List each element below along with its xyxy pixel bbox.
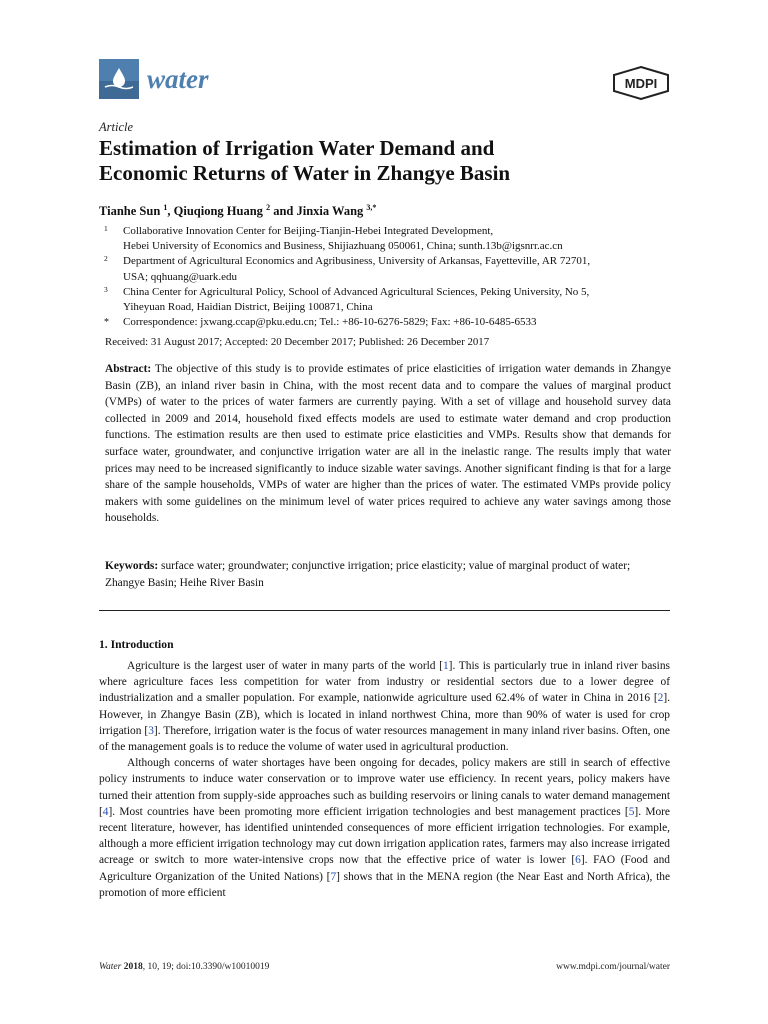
text-run: ]. However, in Zhangye Basin (ZB), which is located in inland northwest China, more than 90% of water is used for crop irrigation [	[99, 692, 670, 737]
keywords-text: surface water; groundwater; conjunctive irrigation; price elasticity; value of marginal product of water; Zhangye Basin; Heihe River Basin	[105, 560, 631, 589]
author-name: Qiuqiong Huang	[173, 204, 263, 219]
author-name: Tianhe Sun	[99, 204, 161, 219]
keywords	[105, 558, 671, 592]
article-title	[99, 136, 679, 186]
footer-year: 2018	[123, 962, 143, 972]
affiliation-line: USA; qqhuang@uark.edu	[123, 270, 238, 283]
affiliation-line: Collaborative Innovation Center for Beijing-Tianjin-Hebei Integrated Development,	[123, 225, 494, 237]
footer-doi: , 10, 19; doi:10.3390/w10010019	[142, 962, 270, 972]
affiliation-line: Yiheyuan Road, Haidian District, Beijing 100871, China	[123, 301, 373, 314]
journal-name: water	[147, 64, 209, 94]
author-affiliation-mark: 3,*	[366, 203, 377, 212]
abstract-label: Abstract:	[105, 363, 152, 375]
author-affiliation-mark: 2	[266, 203, 271, 212]
title-line-2: Economic Returns of Water in Zhangye Basin	[99, 161, 511, 185]
correspondence-mark: *	[104, 317, 109, 329]
keywords-label: Keywords:	[105, 560, 159, 572]
author-name: Jinxia Wang	[296, 204, 364, 219]
correspondence-item	[104, 315, 674, 330]
citation-link[interactable]: 7	[330, 870, 337, 883]
author-list: Tianhe Sun $^1$, Qiuqiong Huang $^2$ and Jinxia Wang $^{3,*}$	[99, 203, 377, 219]
affiliation-item	[104, 224, 674, 254]
citation-link[interactable]: 6	[575, 854, 581, 867]
affiliation-line: Department of Agricultural Economics and Agribusiness, University of Arkansas, Fayetteville, AR 72701,	[123, 255, 591, 268]
abstract	[105, 361, 671, 527]
title-line-1: Estimation of Irrigation Water Demand and	[99, 136, 495, 160]
affiliation-number: 2	[104, 254, 108, 264]
affiliation-line: Hebei University of Economics and Business, Shijiazhuang 050061, China; sunth.13b@igsnrr.ac.cn	[123, 240, 563, 253]
text-run: ] shows that in the MENA region (the Near East and North Africa), the promotion of more efficient	[99, 870, 670, 899]
author-affiliation-mark: 1	[163, 203, 168, 212]
text-run: ]. Therefore, irrigation water is the focus of water resources management in many inland river basins. Often, one of the management goals is to reduce the volume of water used in agricultural production.	[99, 724, 670, 754]
citation-link[interactable]: 4	[102, 805, 109, 818]
footer-url[interactable]: www.mdpi.com/journal/water	[556, 962, 670, 972]
citation-link[interactable]: 1	[442, 660, 449, 672]
journal-logo-water-drop-icon	[99, 59, 139, 99]
publication-dates: Received: 31 August 2017; Accepted: 20 December 2017; Published: 26 December 2017	[105, 336, 490, 348]
section-heading: 1. Introduction	[99, 638, 174, 651]
text-run: ]. This is particularly true in inland river basins where agriculture faces less competition for water from industry or residential sectors due to a lower degree of industrialization and a smaller population. For example, nationwide agriculture used 62.4% of water in China in 2016 [	[99, 660, 670, 705]
body-text	[99, 658, 670, 901]
footer-journal: Water	[99, 962, 122, 972]
text-run: Although concerns of water shortages have been ongoing for decades, policy makers are still in search of effective policy instruments to induce water conservation or to improve water use efficiency. In recent years, policy makers have turned their attention from supply-side approaches such as building reservoirs or lining canals to water demand management [	[99, 757, 670, 818]
correspondence-line: Correspondence: jxwang.ccap@pku.edu.cn; Tel.: +86-10-6276-5829; Fax: +86-10-6485-6533	[123, 316, 537, 329]
text-run: Agriculture is the largest user of water in many parts of the world [	[127, 660, 443, 672]
article-type: Article	[99, 120, 134, 134]
affiliation-line: China Center for Agricultural Policy, School of Advanced Agricultural Sciences, Peking University, No 5,	[123, 285, 590, 298]
text-run: ]. FAO (Food and Agriculture Organization of the United Nations) [	[99, 854, 670, 883]
publisher-name: MDPI	[624, 76, 658, 91]
affiliation-number: 3	[104, 284, 108, 294]
affiliations	[104, 224, 674, 330]
affiliation-number: 1	[104, 224, 108, 233]
citation-link[interactable]: 2	[657, 692, 664, 705]
affiliation-item	[104, 254, 674, 284]
citation-link[interactable]: 5	[628, 805, 635, 818]
paragraph	[99, 658, 670, 755]
publisher-logo	[611, 66, 671, 100]
footer-citation	[99, 962, 269, 972]
affiliation-item	[104, 285, 674, 315]
text-run: ]. More recent literature, however, has identified unintended consequences of more efficient irrigation technologies. For example, although a more efficient irrigation technology may cut down irrigation application rates, farmers may also increase irrigated acreage or switch to more water-intensive crops now that the effective price of water is lower [	[99, 805, 670, 867]
paragraph	[99, 755, 670, 901]
text-run: ]. Most countries have been promoting more efficient irrigation technologies and best management practices [	[108, 805, 629, 818]
section-divider	[99, 610, 670, 611]
citation-link[interactable]: 3	[148, 724, 154, 737]
abstract-text: The objective of this study is to provide estimates of price elasticities of irrigation water demands in Zhangye Basin (ZB), an inland river basin in China, with the most recent data and to compare the values of marginal product (VMPs) of water to the prices of water farmers are currently paying. With a set of village and household survey data collected in 2009 and 2014, household fixed effects models are used to estimate water demand and crop production functions. The estimation results are then used to estimate price elasticities and VMPs. Results show that demands for surface water, groundwater, and conjunctive irrigation water are all in the inelastic range. The results imply that water prices may need to be increased significantly to induce sizable water savings. Another significant finding is that for a large share of the sample households, VMPs of water are higher than the prices of water. The estimated VMPs provide policy makers with some guidelines on the minimum level of water prices required to achieve any water savings among those households.	[105, 363, 671, 525]
